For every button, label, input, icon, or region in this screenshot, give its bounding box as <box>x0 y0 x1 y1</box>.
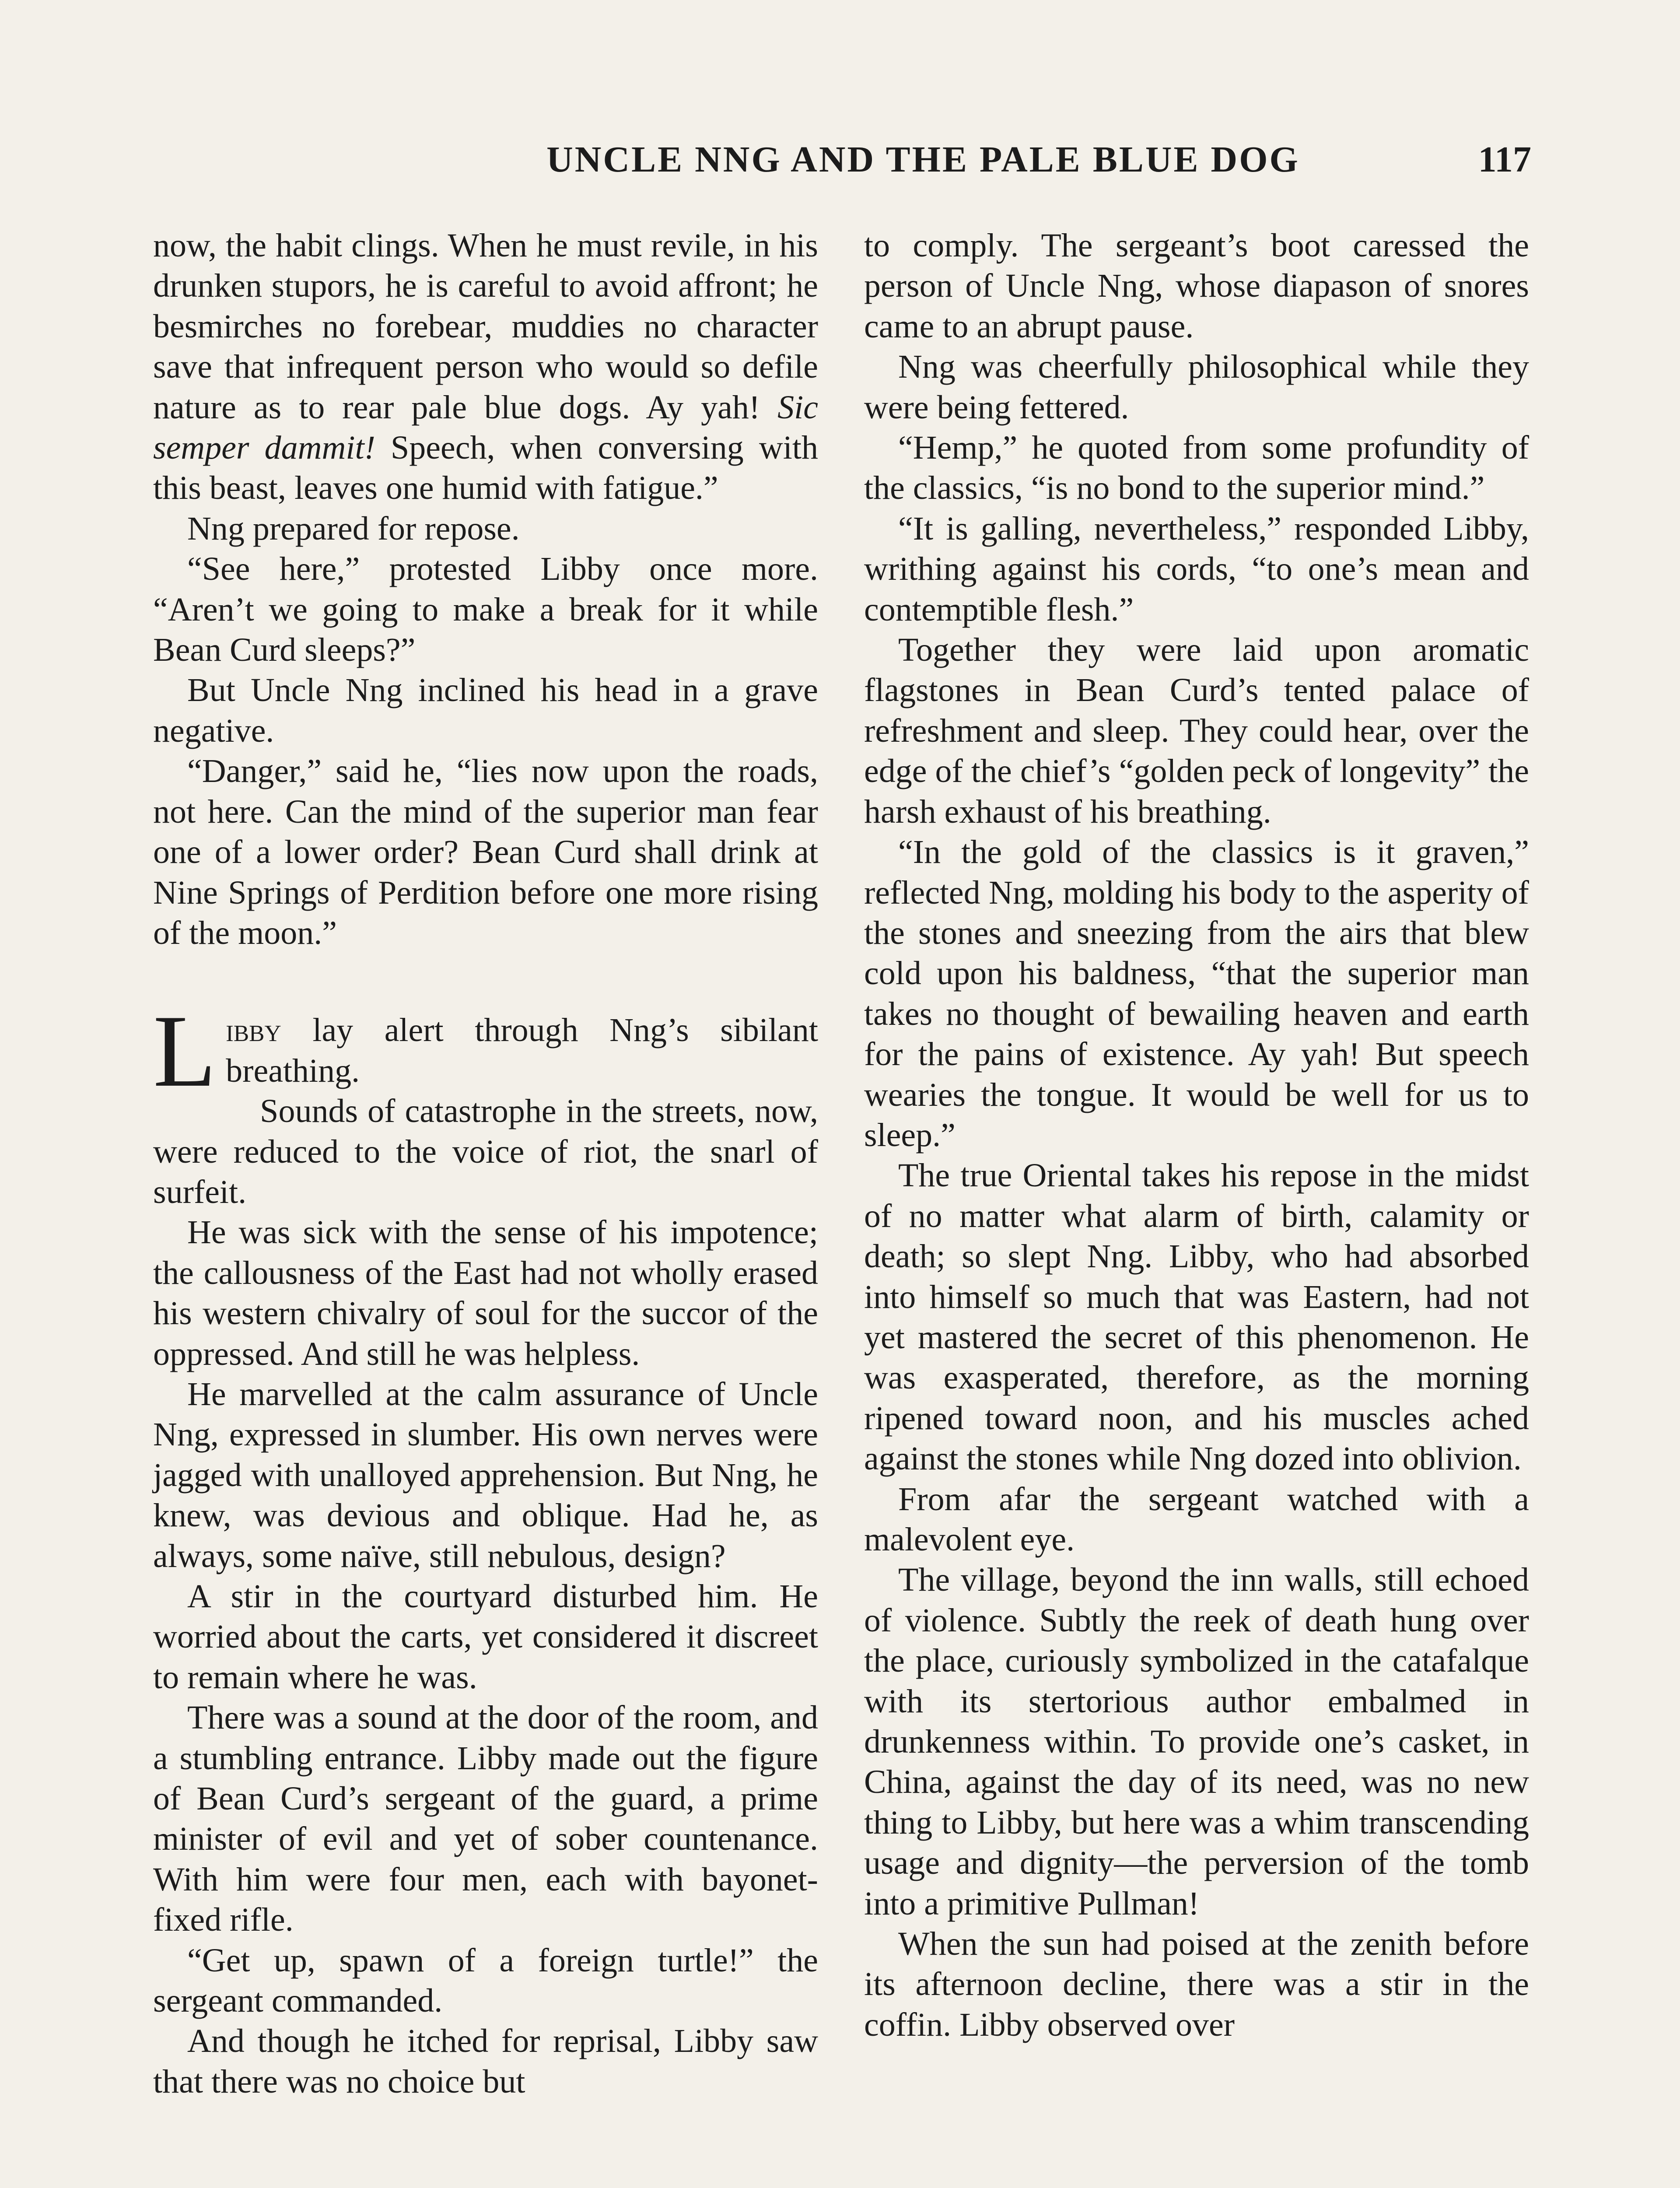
paragraph: And though he itched for reprisal, Libby saw that there was no choice but <box>153 2023 818 2100</box>
running-title: UNCLE NNG AND THE PALE BLUE DOG <box>546 139 1300 180</box>
paragraph: Nng was cheerfully philosophical while they were being fettered. <box>864 348 1529 426</box>
paragraph: The village, beyond the inn walls, still echoed of violence. Subtly the reek of death hung over the place, curiously symbolized in the catafalque with its stertorious author embalmed in drunkenness within. To provide one’s casket, in China, against the day of its need, was no new thing to Libby, but here was a whim transcending usage and dignity—the perversion of the tomb into a primitive Pullman! <box>864 1561 1529 1922</box>
paragraph: There was a sound at the door of the room, and a stumbling entrance. Libby made out the figure of Bean Curd’s sergeant of the guard, a prime minister of evil and yet of sober countenance. With him were four men, each with bayonet-fixed rifle. <box>153 1699 818 1939</box>
paragraph: From afar the sergeant watched with a malevolent eye. <box>864 1480 1529 1558</box>
paragraph: A stir in the courtyard disturbed him. He worried about the carts, yet considered it discreet to remain where he was. <box>153 1578 818 1696</box>
paragraph: “Hemp,” he quoted from some profundity of the classics, “is no bond to the superior mind.” <box>864 429 1529 507</box>
paragraph: “In the gold of the classics is it graven,” reflected Nng, molding his body to the asperity of the stones and sneezing from the airs that blew cold upon his baldness, “that the superior man takes no thought of bewailing heaven and earth for the pains of existence. Ay yah! But speech wearies the tongue. It would be well for us to sleep.” <box>864 834 1529 1154</box>
paragraph: The true Oriental takes his repose in the midst of no matter what alarm of birth, calamity or death; so slept Nng. Libby, who had absorbed into himself so much that was Eastern, had not yet mastered the secret of this phenomenon. He was exasperated, therefore, as the morning ripened toward noon, and his muscles ached against the stones while Nng dozed into oblivion. <box>864 1157 1529 1477</box>
paragraph: He was sick with the sense of his impotence; the callousness of the East had not wholly erased his western chivalry of soul for the succor of the oppressed. And still he was helpless. <box>153 1214 818 1372</box>
paragraph: “Get up, spawn of a foreign turtle!” the sergeant commanded. <box>153 1942 818 2020</box>
italic-phrase: Sic semper dammit! <box>153 389 818 466</box>
left-column <box>153 225 818 2102</box>
drop-cap: L <box>153 994 217 1109</box>
paragraph: “It is galling, nevertheless,” responded Libby, writhing against his cords, “to one’s mean and contemptible flesh.” <box>864 510 1529 628</box>
page-number: 117 <box>1478 139 1531 180</box>
paragraph: “See here,” protested Libby once more. “Aren’t we going to make a break for it while Bean Curd sleeps?” <box>153 551 818 669</box>
paragraph: “Danger,” said he, “lies now upon the roads, not here. Can the mind of the superior man fear one of a lower order? Bean Curd shall drink at Nine Springs of Perdition before one more rising of the moon.” <box>153 753 818 951</box>
section-opening-paragraph: Libby lay alert through Nng’s sibilant breathing. <box>153 994 818 1109</box>
paragraph: When the sun had poised at the zenith before its afternoon decline, there was a stir in the coffin. Libby observed over <box>864 1925 1529 2043</box>
paragraph: now, the habit clings. When he must revile, in his drunken stupors, he is careful to avoid affront; he besmirches no forebear, muddies no character save that infrequent person who would so defile nature as to rear pale blue dogs. Ay yah! Sic semper dammit! Speech, when conversing with this beast, leaves one humid with fatigue.” <box>153 227 819 507</box>
paragraph: Together they were laid upon aromatic flagstones in Bean Curd’s tented palace of refreshment and sleep. They could hear, over the edge of the chief’s “golden peck of longevity” the harsh exhaust of his breathing. <box>864 631 1529 830</box>
right-column <box>864 225 1529 2045</box>
paragraph: Nng prepared for repose. <box>187 510 520 547</box>
paragraph: But Uncle Nng inclined his head in a grave negative. <box>153 672 818 749</box>
paragraph: Sounds of catastrophe in the streets, now, were reduced to the voice of riot, the snarl of surfeit. <box>153 1093 818 1210</box>
small-caps-word: ibby <box>226 1012 281 1049</box>
paragraph: to comply. The sergeant’s boot caressed the person of Uncle Nng, whose diapason of snores came to an abrupt pause. <box>864 227 1529 345</box>
paragraph: He marvelled at the calm assurance of Uncle Nng, expressed in slumber. His own nerves were jagged with unalloyed apprehension. But Nng, he knew, was devious and oblique. Had he, as always, some naïve, still nebulous, design? <box>153 1375 818 1574</box>
page-header <box>153 131 1531 188</box>
